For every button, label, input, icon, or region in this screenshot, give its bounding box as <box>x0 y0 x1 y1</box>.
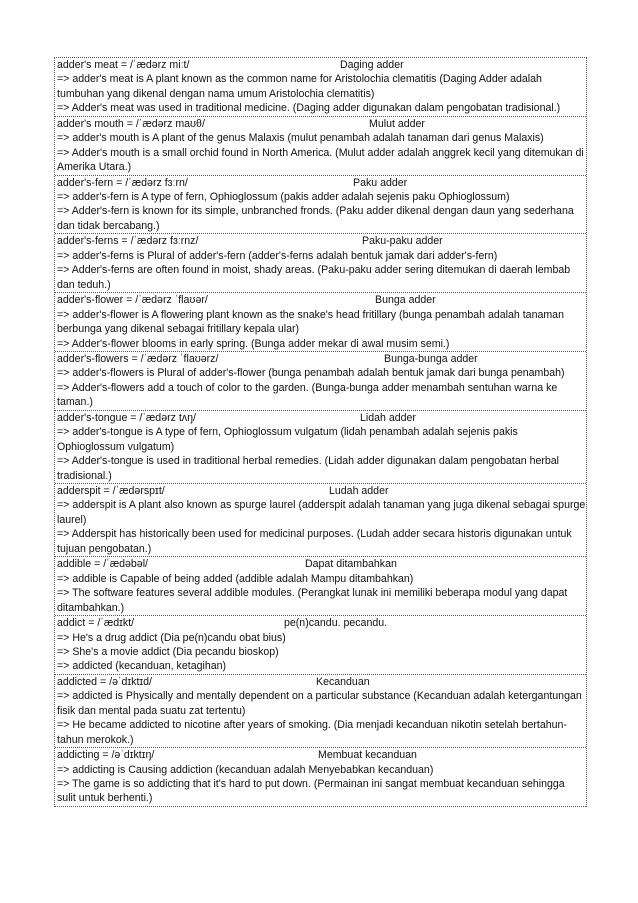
dictionary-entry <box>55 176 586 235</box>
entry-example-line: => adder's-ferns is Plural of adder's-fern (adder's-ferns adalah bentuk jamak dari adder's-fern) <box>57 249 498 262</box>
dictionary-entry <box>55 352 586 411</box>
dictionary-entry <box>55 411 586 484</box>
entry-example-line: => Adder's-flowers add a touch of color to the garden. (Bunga-bunga adder menambah sentuhan warna ke taman.) <box>57 381 558 409</box>
entry-example-line: => addicted (kecanduan, ketagihan) <box>57 660 227 673</box>
entry-example-line: => Adder's-tongue is used in traditional herbal remedies. (Lidah adder digunakan dalam pengobatan herbal tradisional.) <box>57 455 560 482</box>
entry-translation: Daging adder <box>340 59 404 71</box>
entry-term: adder's-flower = /ˈædərz ˈflaʊər/ <box>57 294 208 307</box>
entry-example-line: => He's a drug addict (Dia pe(n)candu obat bius) <box>57 631 286 644</box>
dictionary-entry <box>55 675 586 748</box>
entry-term: addible = /ˈædəbəl/ <box>57 558 148 571</box>
entry-example-line: => adder's mouth is A plant of the genus Malaxis (mulut penambah adalah tanaman dari genus Malaxis) <box>57 132 544 145</box>
entry-header <box>57 176 586 190</box>
entry-translation: Kecanduan <box>316 675 370 688</box>
entry-translation: Bunga-bunga adder <box>384 352 478 365</box>
entry-example-line: => Adder's-fern is known for its simple, unbranched fronds. (Paku adder dikenal dengan daun yang sederhana dan tidak bercabang.) <box>57 205 574 232</box>
dictionary-page <box>54 57 587 807</box>
entry-example-line: => adder's-flowers is Plural of adder's-flower (bunga penambah adalah bentuk jamak dari bunga penambah) <box>57 367 565 380</box>
dictionary-entry <box>55 748 586 807</box>
entry-translation: pe(n)candu. pecandu. <box>284 617 388 630</box>
dictionary-entry <box>55 58 586 117</box>
entry-example-line: => adder's meat is A plant known as the common name for Aristolochia clematitis (Daging Adder adalah tumbuhan yang dikenal dengan nama umum Aristolochia clematitis) <box>57 73 542 100</box>
entry-term: adderspit = /ˈædərspɪt/ <box>57 485 165 498</box>
entry-term: adder's-tongue = /ˈædərz tʌŋ/ <box>57 411 196 424</box>
entry-example-line: => Adderspit has historically been used for medicinal purposes. (Ludah adder secara historis digunakan untuk tujuan pengobatan.) <box>57 528 572 555</box>
entry-header <box>57 352 586 366</box>
entry-header <box>57 748 586 762</box>
entry-header <box>57 234 586 248</box>
entry-translation: Paku adder <box>353 176 408 189</box>
dictionary-entry <box>55 293 586 352</box>
entry-translation: Bunga adder <box>375 294 436 307</box>
entry-example-line: => adder's-tongue is A type of fern, Ophioglossum vulgatum (lidah penambah adalah sejenis pakis Ophioglossum vulgatum) <box>57 426 518 453</box>
entry-header <box>57 616 586 630</box>
entry-term: adder's mouth = /ˈædərz maʊθ/ <box>57 117 205 130</box>
entry-example-line: => The game is so addicting that it's hard to put down. (Permainan ini sangat membuat kecanduan sehingga sulit untuk berhenti.) <box>57 778 565 805</box>
entry-example-line: => She's a movie addict (Dia pecandu bioskop) <box>57 645 279 658</box>
entry-term: adder's-ferns = /ˈædərz fɜːrnz/ <box>57 235 199 248</box>
entry-term: adder's-fern = /ˈædərz fɜːrn/ <box>57 176 188 189</box>
entry-example-line: => adderspit is A plant also known as spurge laurel (adderspit adalah tanaman yang juga dikenal sebagai spurge laurel) <box>57 499 586 526</box>
entry-term: addicting = /əˈdɪktɪŋ/ <box>57 749 155 762</box>
entry-term: addict = /ˈædɪkt/ <box>57 617 135 630</box>
entry-example-line: => The software features several addible modules. (Perangkat lunak ini memiliki beberapa modul yang dapat ditambahkan.) <box>57 587 568 614</box>
entry-header <box>57 117 586 131</box>
dictionary-entry <box>55 616 586 675</box>
entry-translation: Mulut adder <box>369 117 425 130</box>
entry-header <box>57 293 586 307</box>
entry-header <box>57 484 586 498</box>
entry-header <box>57 58 586 72</box>
dictionary-entry <box>55 234 586 293</box>
entry-example-line: => addicted is Physically and mentally dependent on a particular substance (Kecanduan adalah ketergantungan fisik dan mental pada suatu zat tertentu) <box>57 690 582 717</box>
entry-example-line: => Adder's meat was used in traditional medicine. (Daging adder digunakan dalam pengobatan tradisional.) <box>57 102 561 115</box>
entry-example-line: => Adder's-ferns are often found in moist, shady areas. (Paku-paku adder sering ditemukan di daerah lembab dan teduh.) <box>57 264 571 291</box>
entry-example-line: => Adder's mouth is a small orchid found in North America. (Mulut adder adalah anggrek kecil yang ditemukan di Amerika Utara.) <box>57 146 584 174</box>
entry-header <box>57 675 586 689</box>
dictionary-entry <box>55 117 586 176</box>
entry-example-line: => adder's-fern is A type of fern, Ophioglossum (pakis adder adalah sejenis paku Ophioglossum) <box>57 191 510 204</box>
entry-example-line: => Adder's-flower blooms in early spring. (Bunga adder mekar di awal musim semi.) <box>57 337 450 350</box>
entry-translation: Membuat kecanduan <box>318 749 417 762</box>
entry-example-line: => He became addicted to nicotine after years of smoking. (Dia menjadi kecanduan nikotin setelah bertahun-tahun merokok.) <box>57 719 567 746</box>
entry-header <box>57 411 586 425</box>
entry-translation: Paku-paku adder <box>362 235 443 248</box>
entry-example-line: => addible is Capable of being added (addible adalah Mampu ditambahkan) <box>57 572 414 585</box>
entry-translation: Dapat ditambahkan <box>305 558 397 571</box>
entry-header <box>57 557 586 571</box>
entry-translation: Ludah adder <box>329 485 389 498</box>
dictionary-entry <box>55 557 586 616</box>
entry-translation: Lidah adder <box>360 411 416 424</box>
entry-term: adder's-flowers = /ˈædərz ˈflaʊərz/ <box>57 352 219 365</box>
entry-example-line: => adder's-flower is A flowering plant known as the snake's head fritillary (bunga penambah adalah tanaman berbunga yang dikenal sebagai fritillary kepala ular) <box>57 308 564 336</box>
entry-example-line: => addicting is Causing addiction (kecanduan adalah Menyebabkan kecanduan) <box>57 763 434 776</box>
entry-term: addicted = /əˈdɪktɪd/ <box>57 675 152 688</box>
entry-term: adder's meat = /ˈædərz miːt/ <box>57 59 190 71</box>
dictionary-entry <box>55 484 586 557</box>
